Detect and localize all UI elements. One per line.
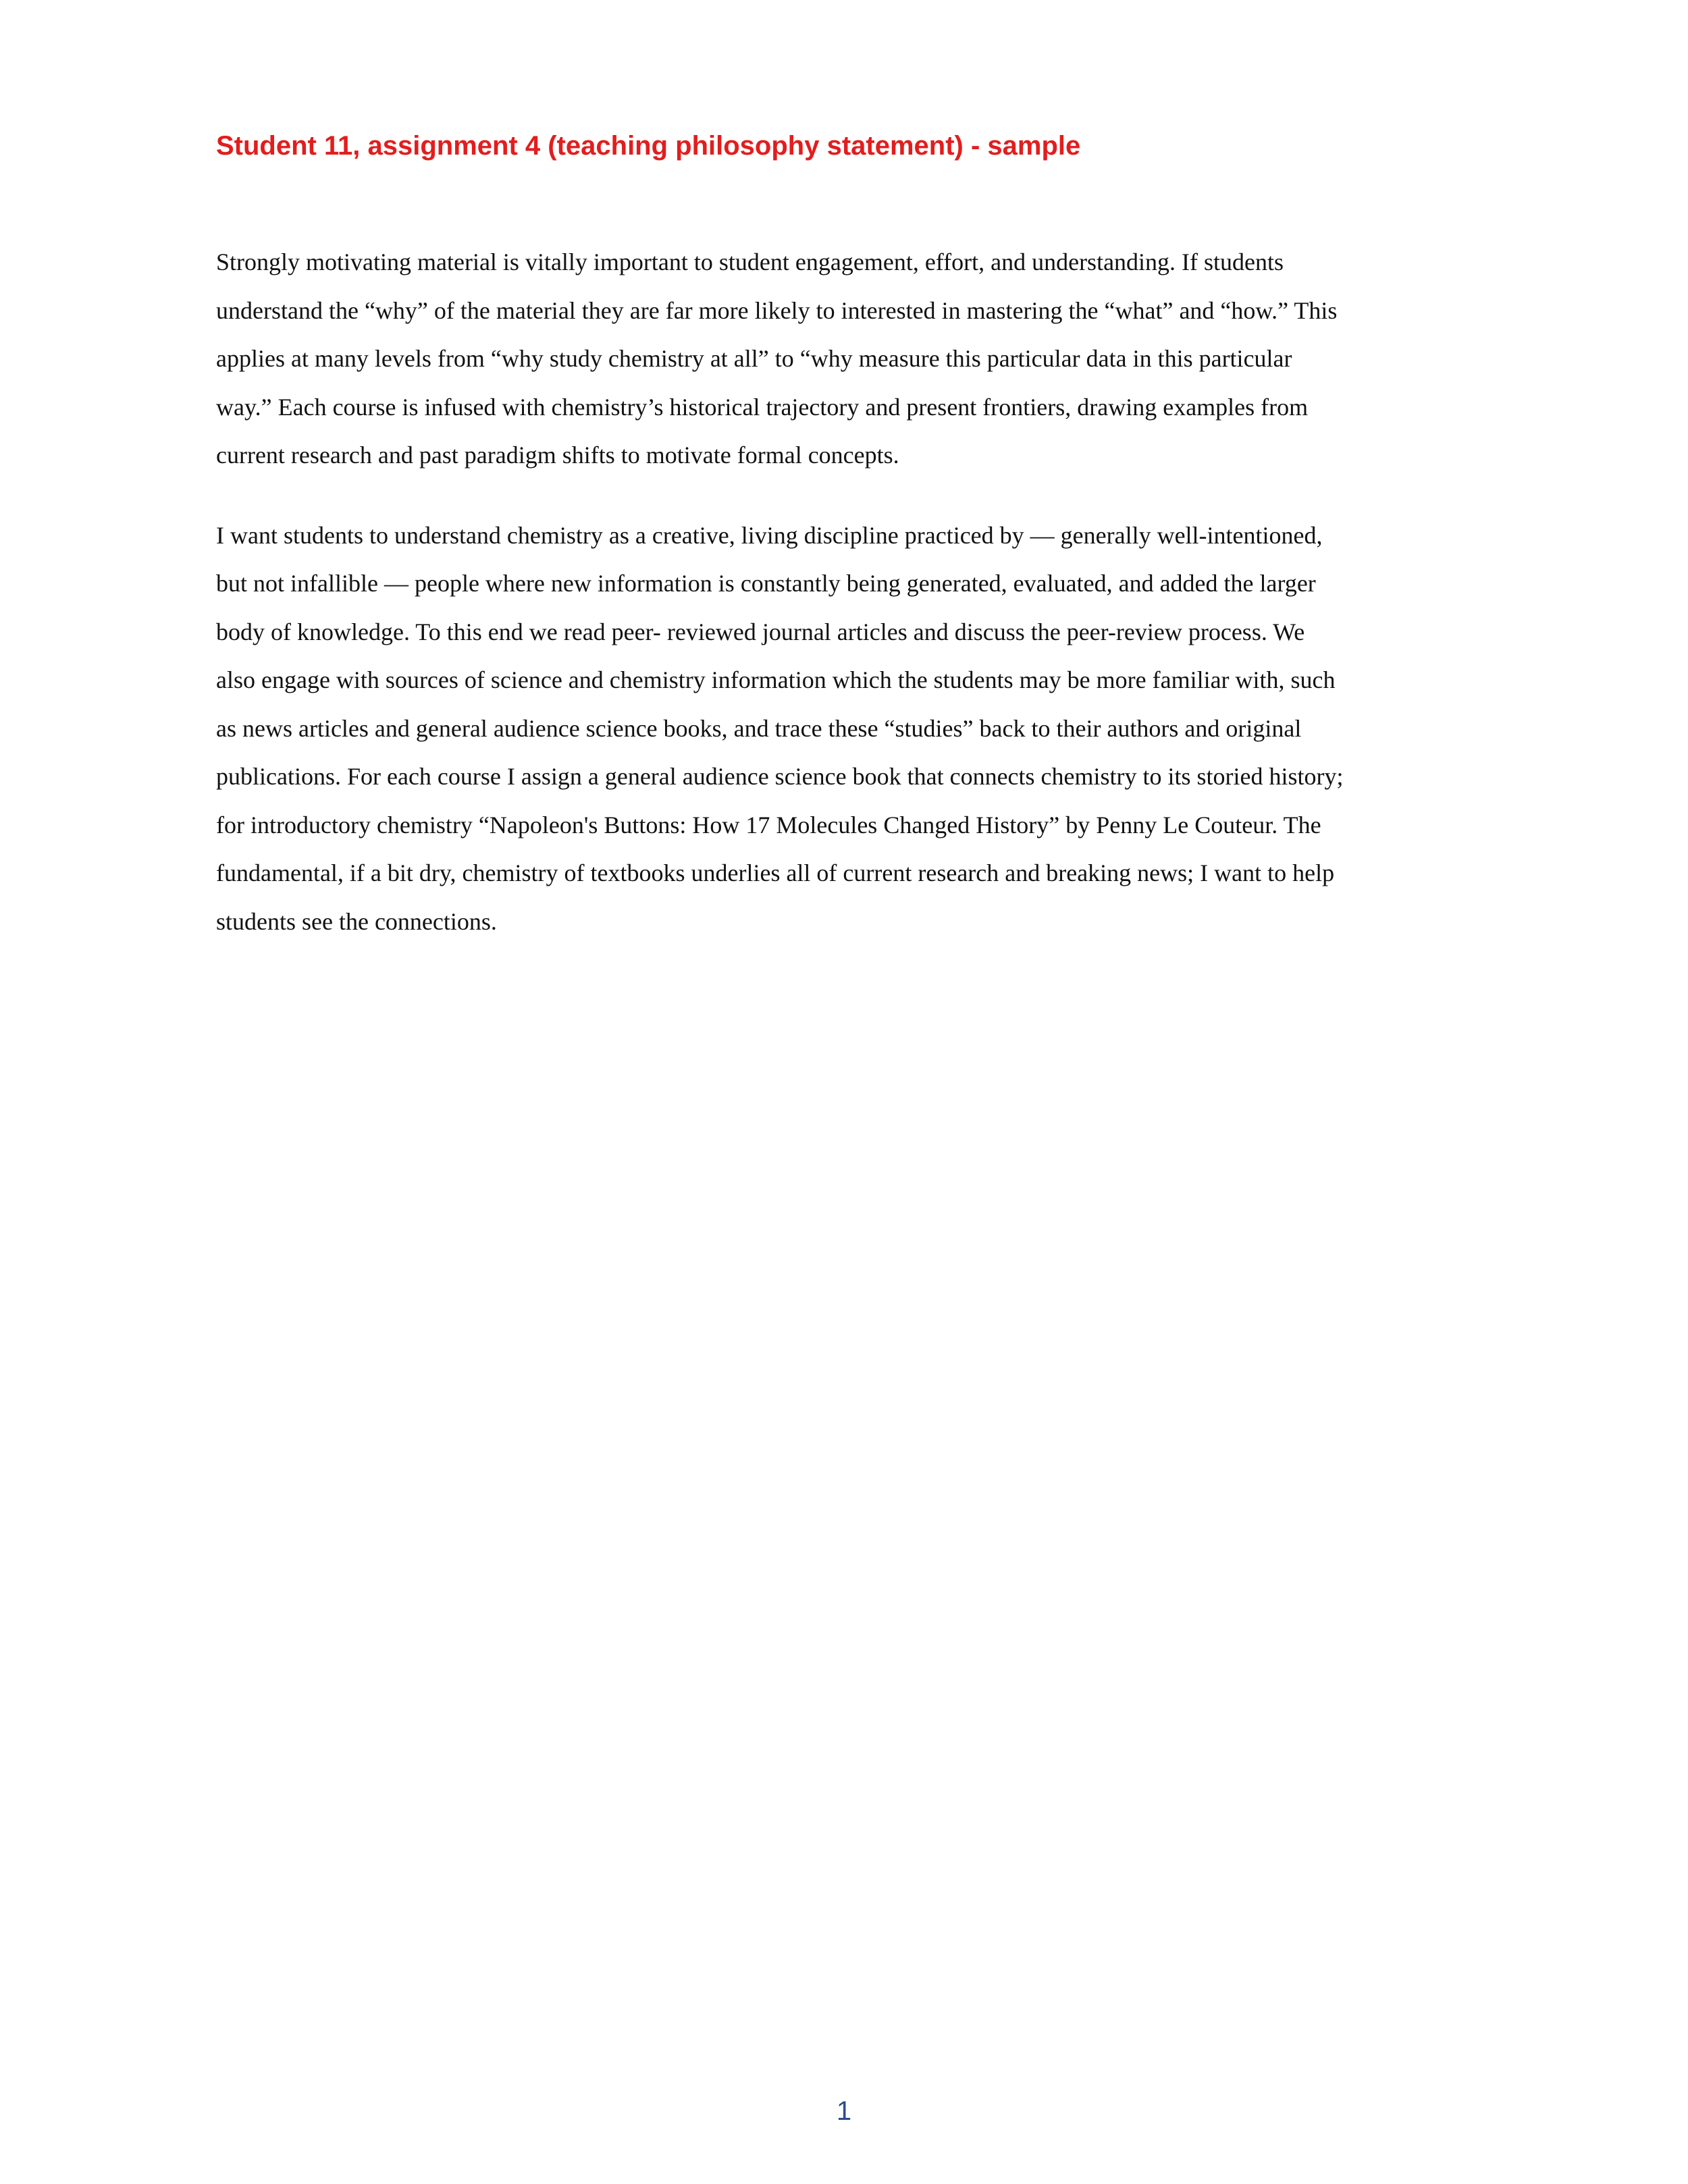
paragraph-line: as news articles and general audience science books, and trace these “studies” back to their authors and original [216, 714, 1302, 742]
paragraph-line: I want students to understand chemistry as a creative, living discipline practiced by — generally well-intentioned, [216, 521, 1323, 549]
paragraph-line: current research and past paradigm shifts to motivate formal concepts. [216, 442, 899, 469]
paragraph-line: students see the connections. [216, 907, 497, 935]
paragraph-creative-discipline [216, 512, 1472, 947]
paragraph-line: fundamental, if a bit dry, chemistry of textbooks underlies all of current research and breaking news; I want to help [216, 859, 1335, 886]
paragraph-line: also engage with sources of science and chemistry information which the students may be more familiar with, such [216, 666, 1336, 693]
document-body [216, 238, 1472, 946]
paragraph-line: understand the “why” of the material they are far more likely to interested in mastering the “what” and “how.” This [216, 296, 1338, 324]
page-number: 1 [836, 2096, 852, 2126]
paragraph-line: publications. For each course I assign a general audience science book that connects chemistry to its storied history; [216, 763, 1344, 790]
paragraph-line: for introductory chemistry “Napoleon's Buttons: How 17 Molecules Changed History” by Penny Le Couteur. The [216, 811, 1321, 838]
paragraph-line: way.” Each course is infused with chemistry’s historical trajectory and present frontiers, drawing examples from [216, 393, 1309, 421]
paragraph-line: applies at many levels from “why study chemistry at all” to “why measure this particular data in this particular [216, 345, 1292, 372]
paragraph-line: but not infallible — people where new information is constantly being generated, evaluated, and added the larger [216, 570, 1316, 597]
document-title: Student 11, assignment 4 (teaching philosophy statement) - sample [216, 131, 1081, 161]
paragraph-motivation [216, 238, 1472, 480]
paragraph-line: Strongly motivating material is vitally important to student engagement, effort, and understanding. If students [216, 248, 1284, 275]
paragraph-line: body of knowledge. To this end we read peer- reviewed journal articles and discuss the peer-review process. We [216, 618, 1305, 645]
